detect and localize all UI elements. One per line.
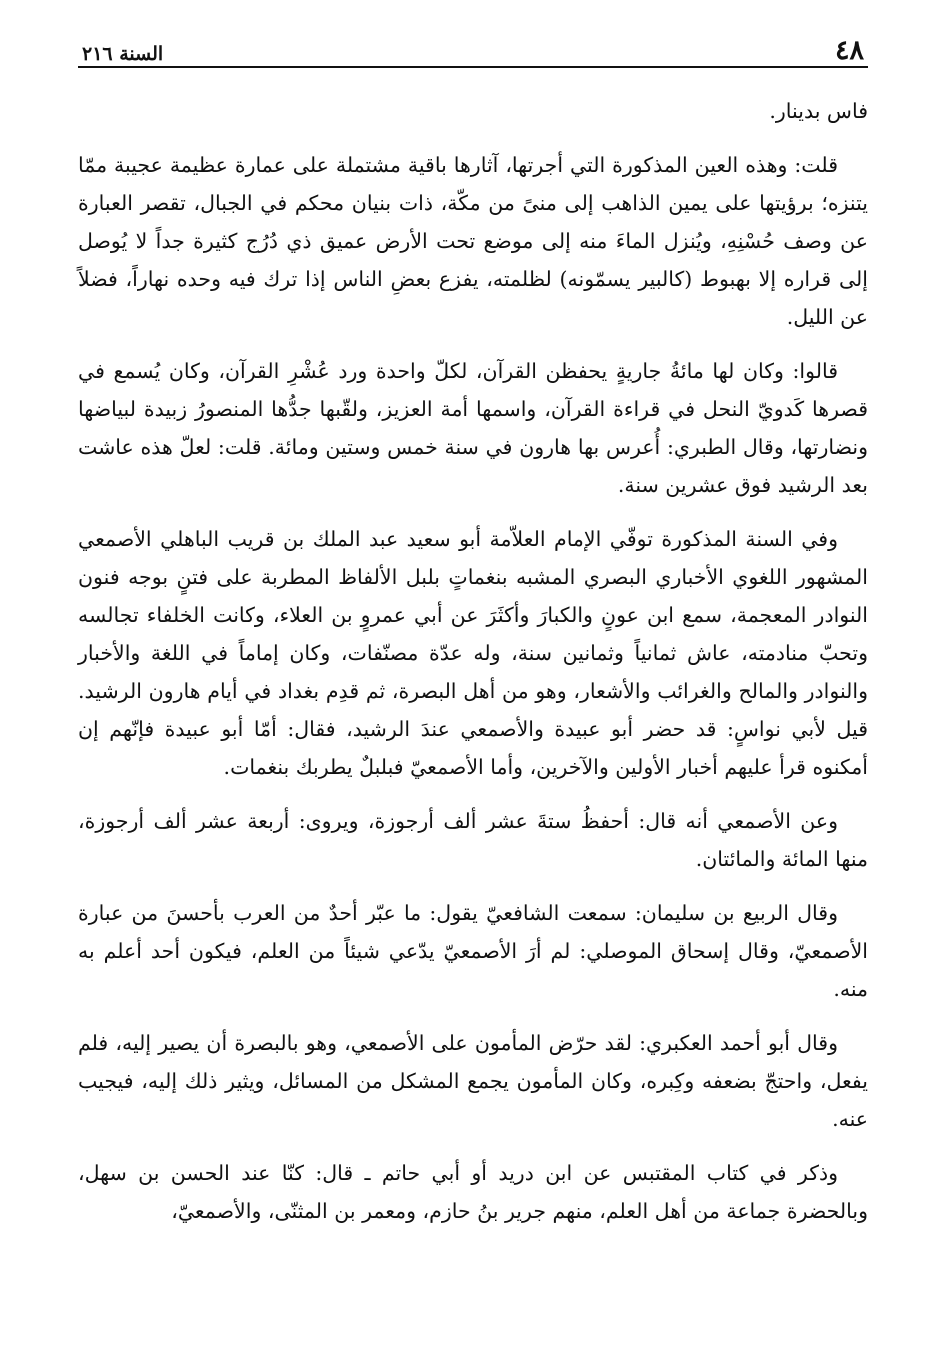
paragraph-zubaida: قالوا: وكان لها مائةُ جاريةٍ يحفظن القرآن، لكلّ واحدة ورد عُشْرِ القرآن، وكان يُسمع في قصرها كَدويّ النحل في قراءة القرآن، واسمها أمة العزيز، ولقّبها جدُّها المنصورُ زبيدة لبياضها ونضارتها، وقال الطبري: أُعرس بها هارون في سنة خمس وستين ومائة. قلت: لعلّ هذه عاشت بعد الرشيد فوق عشرين سنة.	[78, 359, 868, 497]
paragraph-spring-description: قلت: وهذه العين المذكورة التي أجرتها، آثارها باقية مشتملة على عمارة عظيمة عجيبة ممّا يتنزه؛ برؤيتها على يمين الذاهب إلى منىً من مكّة، ذات بنيان محكم في الجبال، تقصر العبارة عن وصف حُسْنِهِ، ويُنزل الماءَ منه إلى موضع تحت الأرض عميق ذي دُرُج كثيرة جداً لا يُوصل إلى قراره إلا بهبوط (كالبير يسمّونه) لظلمته، يفزع بعضِ الناس إذا ترك فيه وحده نهاراً، فضلاً عن الليل.	[78, 153, 868, 329]
year-label: السنة ٢١٦	[82, 43, 164, 65]
running-header	[78, 22, 868, 68]
page-number: ٤٨	[834, 35, 864, 66]
book-page	[78, 22, 868, 1246]
paragraph-muqtabas: وذكر في كتاب المقتبس عن ابن دريد أو أبي حاتم ـ قال: كنّا عند الحسن بن سهل، وبالحضرة جماعة من أهل العلم، منهم جرير بنُ حازم، ومعمر بن المثنّى، والأصمعيّ،	[78, 1161, 868, 1223]
paragraph-continuation: فاس بدينار.	[769, 99, 868, 123]
paragraph-asmai-memory: وعن الأصمعي أنه قال: أحفظُ ستةَ عشر ألف أرجوزة، ويروى: أربعة عشر ألف أرجوزة، منها المائة والمائتان.	[78, 809, 868, 871]
body-text	[78, 92, 868, 1230]
paragraph-ukbari-quote: وقال أبو أحمد العكبري: لقد حرّض المأمون على الأصمعي، وهو بالبصرة أن يصير إليه، فلم يفعل، واحتجّ بضعفه وكِبره، وكان المأمون يجمع المشكل من المسائل، ويثير ذلك إليه، فيجيب عنه.	[78, 1031, 868, 1131]
paragraph-rabi-quote: وقال الربيع بن سليمان: سمعت الشافعيّ يقول: ما عبّر أحدٌ من العرب بأحسنَ من عبارة الأصمعيّ، وقال إسحاق الموصلي: لم أرَ الأصمعيّ يدّعي شيئاً من العلم، فيكون أحد أعلم به منه.	[78, 901, 868, 1001]
paragraph-asmai-biography: وفي السنة المذكورة توفّي الإمام العلاّمة أبو سعيد عبد الملك بن قريب الباهلي الأصمعي المشهور اللغوي الأخباري البصري المشبه بنغماتٍ بلبل الألفاظ المطربة على فتنٍ بوجه فنون النوادر المعجمة، سمع ابن عونٍ والكبارَ وأكثَرَ عن أبي عمروٍ بن العلاء، وكانت الخلفاء تجالسه وتحبّ منادمته، عاش ثمانياً وثمانين سنة، وله عدّة مصنّفات، وكان إماماً في اللغة والأخبار والنوادر والمالح والغرائب والأشعار، وهو من أهل البصرة، ثم قدِم بغداد في أيام هارون الرشيد. قيل لأبي نواسٍ: قد حضر أبو عبيدة والأصمعي عندَ الرشيد، فقال: أمّا أبو عبيدة فإنّهم إن أمكنوه قرأ عليهم أخبار الأولين والآخرين، وأما الأصمعيّ فبلبلٌ يطربك بنغمات.	[78, 527, 868, 779]
